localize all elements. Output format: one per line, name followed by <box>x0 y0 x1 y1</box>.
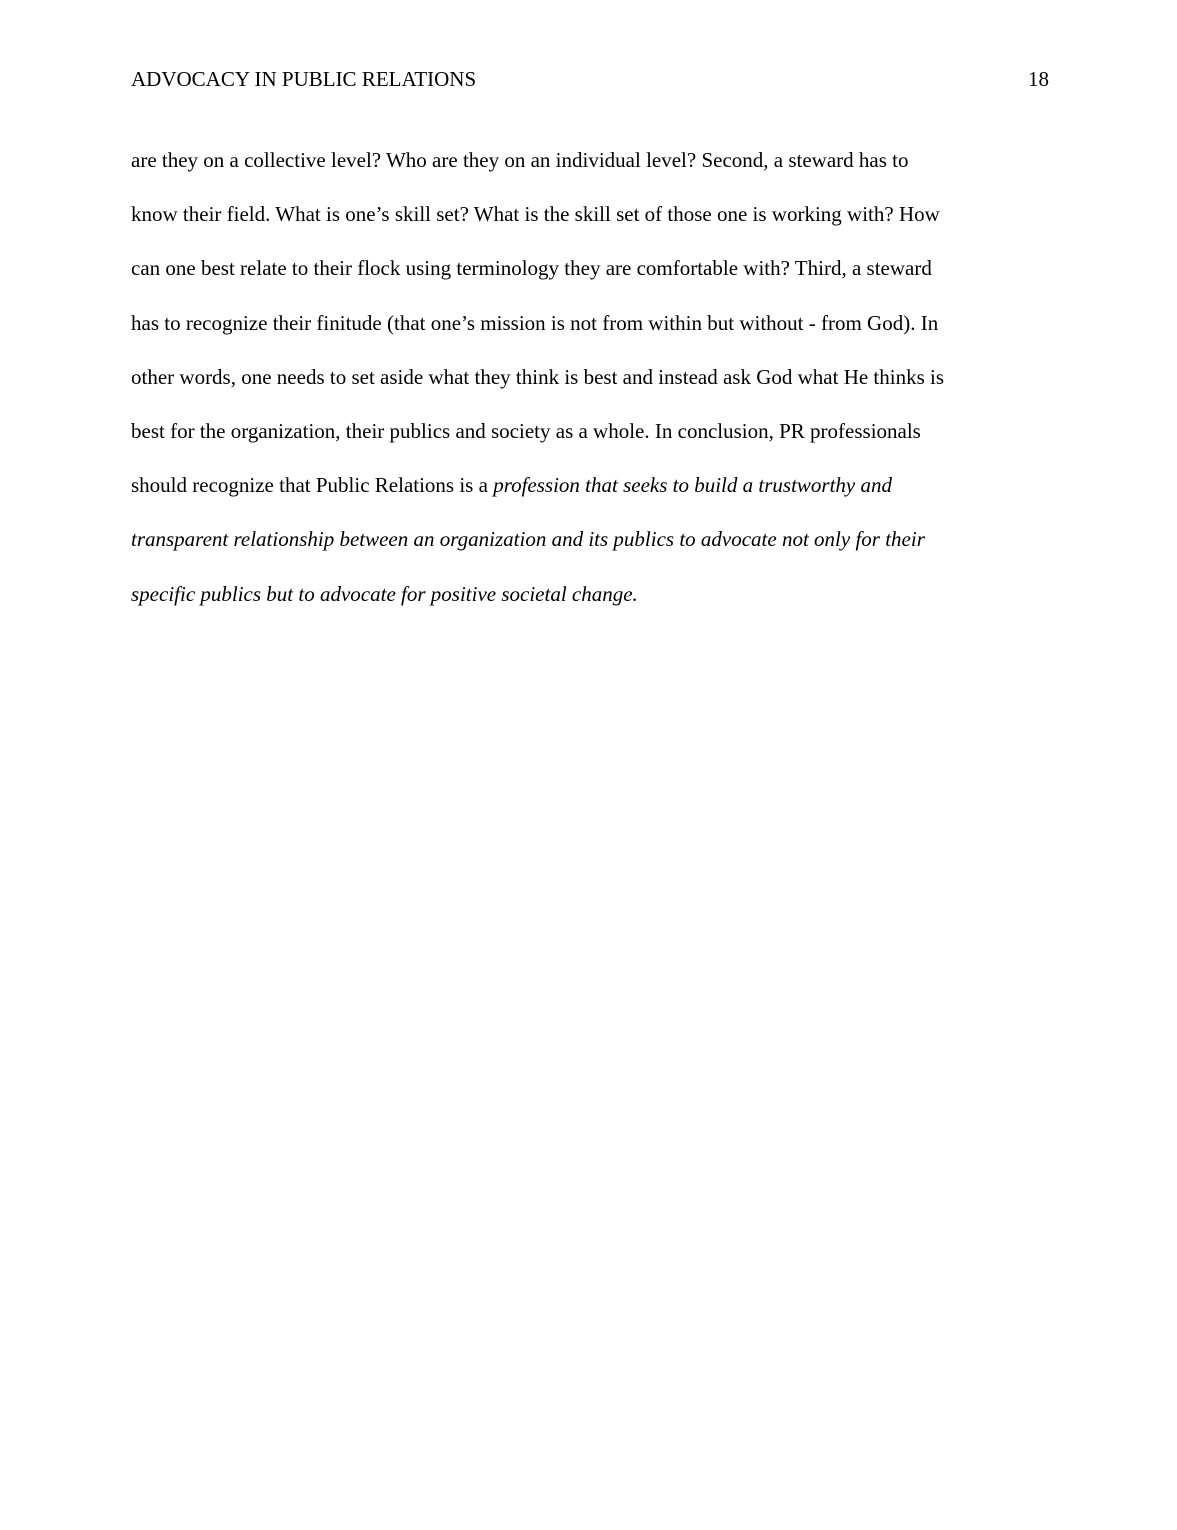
text-line <box>131 512 1051 566</box>
running-head-title: ADVOCACY IN PUBLIC RELATIONS <box>131 67 477 91</box>
text-line <box>131 296 1051 350</box>
italic-definition: specific publics but to advocate for positive societal change. <box>131 581 638 606</box>
italic-definition: profession that seeks to build a trustworthy and <box>493 473 892 498</box>
line-text: can one best relate to their flock using terminology they are comfortable with? Third, a steward <box>131 256 932 281</box>
line-text: other words, one needs to set aside what they think is best and instead ask God what He thinks is <box>131 364 945 389</box>
page-number: 18 <box>1028 67 1049 91</box>
body-paragraph <box>131 133 1051 621</box>
line-text: should recognize that Public Relations is a <box>131 473 494 498</box>
text-line <box>131 133 1051 187</box>
line-text: has to recognize their finitude (that one’s mission is not from within but without - from God). In <box>131 310 939 335</box>
line-text: best for the organization, their publics and society as a whole. In conclusion, PR professionals <box>131 419 921 444</box>
text-line <box>131 404 1051 458</box>
line-text: know their field. What is one’s skill set? What is the skill set of those one is working with? How <box>131 202 940 227</box>
italic-definition: transparent relationship between an organization and its publics to advocate not only for their <box>131 527 925 552</box>
text-line <box>131 241 1051 295</box>
line-text: are they on a collective level? Who are they on an individual level? Second, a steward has to <box>131 148 909 172</box>
text-line <box>131 350 1051 404</box>
text-line <box>131 187 1051 241</box>
text-line <box>131 567 1051 621</box>
text-line <box>131 458 1051 512</box>
running-header <box>131 64 1049 94</box>
